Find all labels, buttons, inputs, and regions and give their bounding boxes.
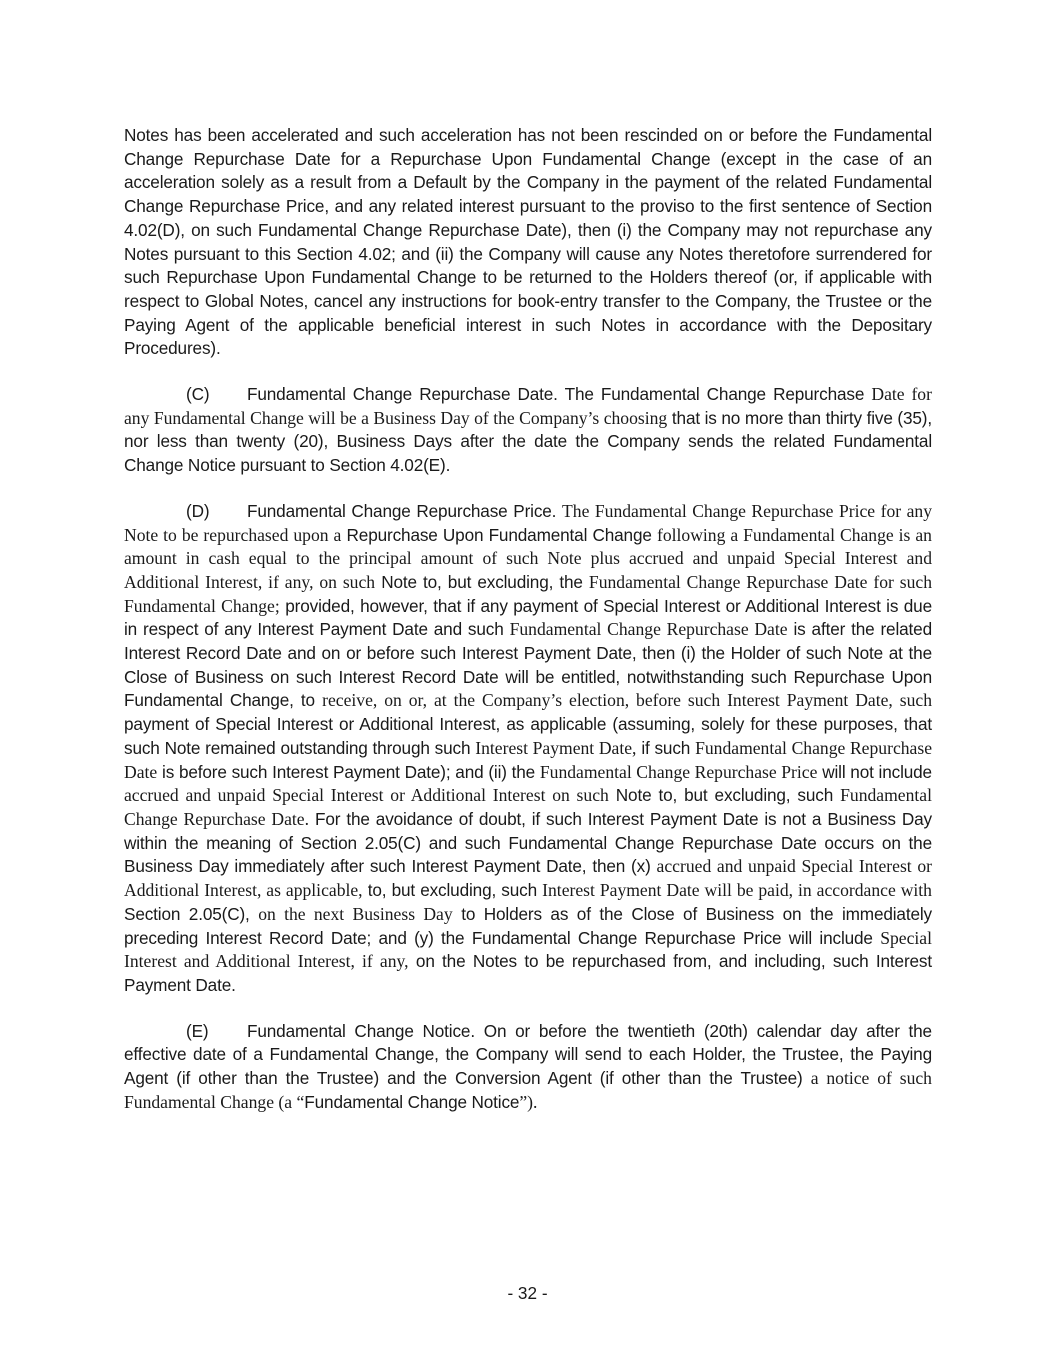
section-d-text: on the next Business Day	[258, 903, 453, 924]
section-d-text: is before such Interest Payment Date); and (ii) the	[162, 761, 536, 782]
section-c-text-2: Date for any Fundamental Change will be a Business Day of the Company’s choosing	[124, 384, 932, 428]
section-d-text: provided, however, that if any payment of Special Interest or Additional Interest is due in respect of any Interest Payment Date and such	[124, 595, 933, 640]
section-d-text: will not include	[822, 761, 932, 782]
section-d-text: Fundamental Change Repurchase Date for such Fundamental Change;	[124, 571, 932, 616]
section-c-label: (C)	[186, 384, 210, 405]
section-c-text-3: that is no more than thirty five (35), nor less than twenty (20), Business Days after the date the Company sends the related Fundamental Change Notice pursuant to Section 4.02(E).	[124, 407, 932, 476]
section-d-text: Interest Payment Date,	[475, 737, 637, 758]
section-e-label: (E)	[186, 1020, 209, 1041]
section-d-text: Interest Payment Date will be paid, in accordance with	[542, 880, 932, 901]
section-d-paragraph	[124, 500, 932, 998]
section-d-text: Fundamental Change Repurchase Price	[539, 761, 818, 782]
section-d-text: if such	[641, 737, 691, 758]
section-d-text: Fundamental Change Repurchase Date	[124, 737, 933, 782]
section-d-text: on the Notes to be repurchased from, and including, such Interest Payment Date.	[124, 951, 932, 995]
section-d-text: Section 2.05(C),	[124, 903, 250, 924]
page-number: - 32 -	[507, 1283, 548, 1303]
section-d-text: Note to, but excluding, such	[615, 785, 834, 806]
section-e-defined-term: Fundamental Change Notice	[304, 1091, 520, 1112]
document-page	[124, 124, 932, 1114]
section-d-text: is after the related Interest Record Date and on or before such Interest Payment Date, then (i) the Holder of such Note at the Close of Business on such Interest Record Date will be entitled, notwithstanding such Repurchase Upon Fundamental Change, to	[124, 619, 932, 711]
section-d-text: to, but excluding, such	[367, 880, 537, 901]
section-c-paragraph	[124, 383, 932, 478]
section-d-text: The Fundamental Change Repurchase Price for any Note to be repurchased upon a	[124, 500, 932, 545]
section-d-text: following a Fundamental Change is an amount in cash equal to the principal amount of such Note plus accrued and unpaid Special Interest and Additional Interest, if any, on such	[124, 524, 932, 592]
paragraph-text: Notes has been accelerated and such acceleration has not been rescinded on or before the Fundamental Change Repurchase Date for a Repurchase Upon Fundamental Change (except in the case of an acceleration solely as a result from a Default by the Company in the payment of the related Fundamental Change Repurchase Price, and any related interest pursuant to the proviso to the first sentence of Section 4.02(D), on such Fundamental Change Repurchase Date), then (i) the Company may not repurchase any Notes pursuant to this Section 4.02; and (ii) the Company will cause any Notes theretofore surrendered for such Repurchase Upon Fundamental Change to be returned to the Holders thereof (or, if applicable with respect to Global Notes, cancel any instructions for book-entry transfer to the Company, the Trustee or the Paying Agent of the applicable beneficial interest in such Notes in accordance with the Depositary Procedures).	[124, 125, 932, 359]
section-d-heading: Fundamental Change Repurchase Price.	[247, 500, 557, 521]
section-e-heading: Fundamental Change Notice.	[247, 1020, 475, 1041]
section-d-text: Repurchase Upon Fundamental Change	[346, 524, 652, 545]
section-e-paragraph	[124, 1020, 932, 1115]
section-d-text: payment of Special Interest or Additional Interest, as applicable (assuming, solely for these purposes, that such Note remained outstanding through such	[124, 714, 932, 758]
section-d-text: accrued and unpaid Special Interest or Additional Interest on such	[124, 785, 609, 806]
section-d-text: accrued and unpaid Special Interest or Additional Interest, as applicable,	[124, 856, 932, 901]
section-d-text: Special Interest and Additional Interest, if any,	[124, 927, 932, 972]
section-c-heading: Fundamental Change Repurchase Date.	[247, 384, 558, 405]
section-c-text-1: The Fundamental Change Repurchase	[564, 384, 865, 405]
section-e-text-2: a notice of such Fundamental Change (a “	[124, 1068, 932, 1112]
section-d-text: Fundamental Change Repurchase Date	[509, 619, 788, 640]
section-d-text: Fundamental Change Repurchase Date.	[124, 785, 932, 829]
section-e-text-3: ”).	[519, 1091, 538, 1112]
section-d-text: to Holders as of the Close of Business on the immediately preceding Interest Record Date; and (y) the Fundamental Change Repurchase Price will include	[124, 903, 932, 948]
section-d-text: For the avoidance of doubt, if such Interest Payment Date is not a Business Day within the meaning of Section 2.05(C) and such Fundamental Change Repurchase Date occurs on the Business Day immediately after such Interest Payment Date, then (x)	[124, 808, 932, 877]
section-e-text-1: On or before the twentieth (20th) calendar day after the effective date of a Fundamental Change, the Company will send to each Holder, the Trustee, the Paying Agent (if other than the Trustee) and the Conversion Agent (if other than the Trustee)	[124, 1020, 932, 1089]
section-d-label: (D)	[186, 500, 210, 521]
section-d-text: receive, on or, at the Company’s election, before such Interest Payment Date, such	[322, 690, 932, 711]
paragraph-continuation	[124, 124, 932, 361]
section-d-text: Note to, but excluding, the	[381, 571, 583, 592]
